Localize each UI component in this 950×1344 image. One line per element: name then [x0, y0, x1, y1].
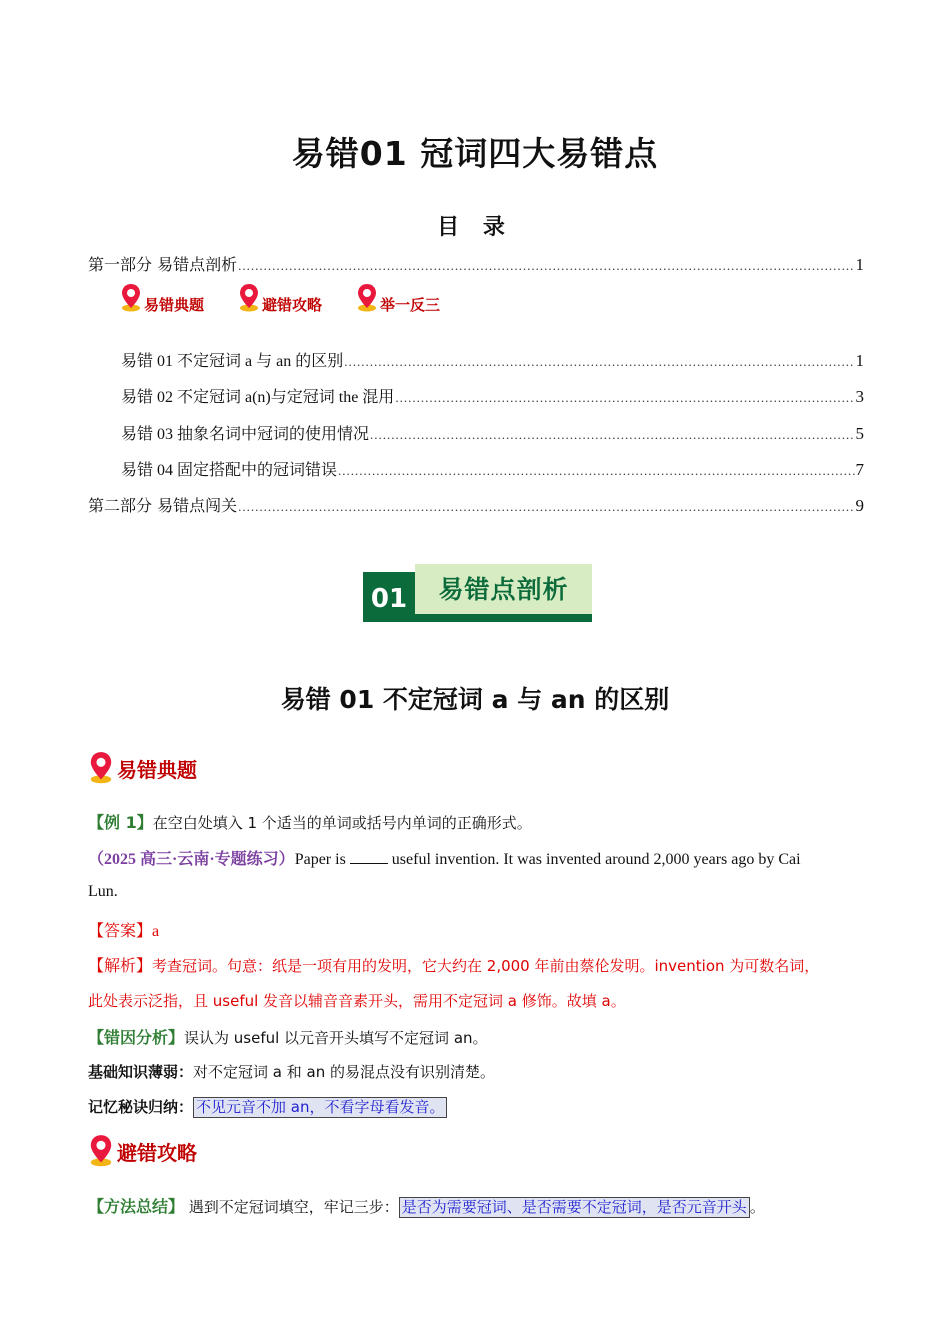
banner-text: 易错点剖析 [415, 564, 592, 614]
subheading-typical [88, 751, 197, 785]
banner-underline [415, 614, 592, 622]
analysis-text-1: 考查冠词。句意：纸是一项有用的发明，它大约在 2,000 年前由蔡伦发明。invention 为可数名词， [152, 957, 820, 975]
method-end: 。 [749, 1198, 765, 1216]
toc-item-label: 易错 03 抽象名词中冠词的使用情况 [121, 426, 370, 443]
toc-page-number: 9 [855, 496, 864, 515]
toc-leader [338, 463, 854, 479]
memory-tag: 记忆秘诀归纳： [88, 1098, 194, 1116]
banner-number: 01 [363, 572, 415, 622]
toc-leader [238, 499, 854, 515]
toc-item[interactable] [121, 457, 864, 480]
toc-item[interactable] [121, 421, 864, 444]
example-text-3: Lun. [88, 883, 118, 900]
toc-item-label: 易错 01 不定冠词 a 与 an 的区别 [121, 353, 344, 370]
weak-base-line [88, 1061, 864, 1082]
weak-base-text: 对不定冠词 a 和 an 的易混点没有识别清楚。 [193, 1063, 495, 1081]
section-banner [363, 564, 592, 622]
example-text-1: Paper is [294, 851, 350, 868]
toc-item[interactable] [121, 384, 864, 407]
answer-tag: 【答案】 [88, 921, 153, 940]
toc-tag-practice [356, 283, 440, 313]
memory-line [88, 1096, 864, 1118]
error-cause-tag: 【错因分析】 [88, 1028, 185, 1047]
toc-page-number: 5 [855, 424, 864, 443]
answer-blank[interactable] [350, 851, 388, 864]
toc-tag-avoid [238, 283, 322, 313]
subheading-avoid [88, 1134, 197, 1168]
toc-page-number: 1 [855, 351, 864, 370]
toc-page-number: 3 [855, 387, 864, 406]
toc-leader [344, 354, 854, 370]
analysis-text-2: 此处表示泛指，且 useful 发音以辅音音素开头，需用不定冠词 a 修饰。故填 a。 [88, 992, 626, 1010]
toc-tag-label: 举一反三 [380, 296, 441, 314]
map-pin-icon [88, 751, 114, 785]
toc-part2-label: 第二部分 易错点闯关 [88, 496, 238, 515]
example-text-2: useful invention. It was invented around 2,000 years ago by Cai [387, 851, 801, 868]
weak-base-tag: 基础知识薄弱： [88, 1063, 194, 1081]
analysis-tag: 【解析】 [88, 956, 153, 975]
toc-heading: 目 录 [437, 215, 513, 240]
toc-tag-label: 易错典题 [144, 296, 205, 314]
toc-leader [370, 427, 854, 443]
example-source: （2025 高三·云南·专题练习） [88, 851, 295, 868]
toc-item-label: 易错 02 不定冠词 a(n)与定冠词 the 混用 [121, 389, 395, 406]
toc-item-label: 易错 04 固定搭配中的冠词错误 [121, 462, 338, 479]
toc-leader [395, 390, 854, 406]
analysis-line-2 [88, 990, 864, 1011]
toc-item[interactable] [121, 348, 864, 371]
example-question-line [88, 846, 864, 869]
toc-tag-label: 避错攻略 [262, 296, 323, 314]
toc-part1[interactable] [88, 252, 864, 275]
map-pin-icon [88, 1134, 114, 1168]
subheading-label: 易错典题 [117, 757, 197, 782]
error-cause-text: 误认为 useful 以元音开头填写不定冠词 an。 [184, 1029, 488, 1047]
method-tag: 【方法总结】 [88, 1197, 185, 1216]
toc-part2[interactable] [88, 493, 864, 516]
map-pin-icon [238, 283, 260, 313]
toc-page-number: 7 [855, 460, 864, 479]
map-pin-icon [356, 283, 378, 313]
section-title: 易错 01 不定冠词 a 与 an 的区别 [280, 685, 670, 714]
example-instruction: 在空白处填入 1 个适当的单词或括号内单词的正确形式。 [152, 814, 532, 832]
map-pin-icon [120, 283, 142, 313]
toc-page-number: 1 [855, 255, 864, 274]
example-instruction-line [88, 810, 864, 833]
toc-leader [238, 258, 854, 274]
answer-line [88, 918, 864, 941]
error-cause-line [88, 1025, 864, 1048]
memory-text: 不见元音不加 an，不看字母看发音。 [193, 1097, 447, 1118]
example-tag: 【例 1】 [88, 813, 153, 832]
analysis-line-1 [88, 953, 864, 976]
page-title: 易错01 冠词四大易错点 [291, 134, 659, 173]
method-steps: 是否为需要冠词、是否需要不定冠词，是否元音开头 [399, 1197, 750, 1218]
example-question-line-2 [88, 883, 864, 901]
answer-value: a [152, 923, 160, 940]
subheading-label: 避错攻略 [117, 1140, 197, 1165]
toc-tag-typical [120, 283, 204, 313]
toc-icon-row [120, 283, 474, 313]
toc-part1-label: 第一部分 易错点剖析 [88, 255, 238, 274]
method-line [88, 1194, 864, 1218]
method-lead: 遇到不定冠词填空，牢记三步： [184, 1198, 399, 1216]
